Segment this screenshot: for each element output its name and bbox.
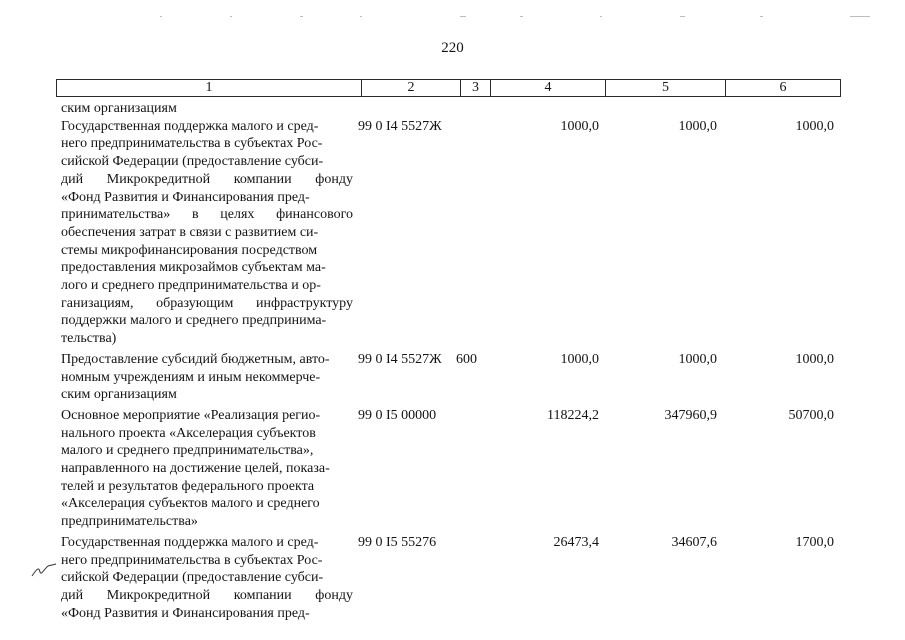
name-line: ганизациям, образующим инфраструктуру: [61, 295, 353, 311]
table-row: [56, 100, 841, 118]
row-value-5: 1000,0: [678, 351, 717, 367]
name-line: ским организациям: [61, 101, 177, 116]
name-line: него предпринимательства в субъектах Рос-: [61, 136, 323, 152]
column-header-3: 3: [461, 80, 491, 96]
row-name: [56, 100, 353, 118]
name-line: сийской Федерации (предоставление субси-: [61, 154, 324, 170]
name-line: тельства): [61, 331, 117, 347]
page-number: 220: [441, 40, 464, 56]
row-value-6: 1000,0: [795, 118, 834, 134]
name-line: номным учреждениям и иным некоммерче-: [61, 369, 321, 385]
row-value-5: 347960,9: [664, 407, 717, 423]
row-name: [56, 407, 353, 531]
row-code: 99 0 I5 00000: [358, 407, 437, 423]
row-value-5: 34607,6: [671, 534, 717, 550]
column-header-4: 4: [491, 80, 606, 96]
table-row: [56, 534, 841, 623]
column-header-6: 6: [779, 80, 787, 95]
name-line: дий Микрокредитной компании фонду: [61, 587, 353, 603]
table-row: [56, 351, 841, 404]
name-line: стемы микрофинансирования посредством: [61, 242, 318, 258]
name-line: ским организациям: [61, 387, 177, 403]
row-value-4: 1000,0: [560, 351, 599, 367]
row-name: [56, 118, 353, 348]
name-line: Предоставление субсидий бюджетным, авто-: [61, 351, 330, 367]
name-line: обеспечения затрат в связи с развитием си-: [61, 224, 319, 240]
row-code: 99 0 I4 5527Ж: [358, 118, 442, 134]
name-line: предпринимательства»: [61, 514, 198, 530]
name-line: поддержки малого и среднего предпринима-: [61, 313, 327, 329]
name-line: Государственная поддержка малого и сред-: [61, 118, 319, 134]
name-line: дий Микрокредитной компании фонду: [61, 171, 353, 187]
row-name: [56, 534, 353, 623]
name-line: принимательства» в целях финансового: [61, 207, 353, 223]
row-value-6: 1700,0: [795, 534, 834, 550]
name-line: «Фонд Развития и Финансирования пред-: [61, 189, 310, 205]
row-value-5: 1000,0: [678, 118, 717, 134]
row-value-4: 118224,2: [547, 407, 599, 423]
column-header-row: [56, 79, 841, 97]
name-line: сийской Федерации (предоставление субси-: [61, 570, 324, 586]
table-row: [56, 118, 841, 348]
name-line: Государственная поддержка малого и сред-: [61, 534, 319, 550]
row-value-4: 1000,0: [560, 118, 599, 134]
name-line: него предпринимательства в субъектах Рос-: [61, 552, 323, 568]
row-value-6: 1000,0: [795, 351, 834, 367]
name-line: «Акселерация субъектов малого и среднего: [61, 496, 320, 512]
name-line: Основное мероприятие «Реализация регио-: [61, 407, 321, 423]
name-line: направленного на достижение целей, показа-: [61, 461, 330, 477]
name-line: лого и среднего предпринимательства и ор-: [61, 278, 321, 294]
scan-artifact-dots: [0, 6, 905, 10]
row-type: 600: [456, 351, 477, 367]
row-value-4: 26473,4: [553, 534, 599, 550]
handwritten-mark: [30, 558, 58, 580]
table-body: [56, 100, 841, 625]
column-header-1: 1: [57, 80, 362, 96]
name-line: малого и среднего предпринимательства»,: [61, 443, 314, 459]
name-line: «Фонд Развития и Финансирования пред-: [61, 605, 310, 621]
row-value-6: 50700,0: [788, 407, 834, 423]
name-line: нального проекта «Акселерация субъектов: [61, 425, 316, 441]
name-line: предоставления микрозаймов субъектам ма-: [61, 260, 326, 276]
row-code: 99 0 I4 5527Ж: [358, 351, 442, 367]
table-row: [56, 407, 841, 531]
column-header-5: 5: [606, 80, 726, 96]
row-name: [56, 351, 353, 404]
row-code: 99 0 I5 55276: [358, 534, 437, 550]
name-line: телей и результатов федерального проекта: [61, 478, 315, 494]
column-header-2: 2: [362, 80, 461, 96]
